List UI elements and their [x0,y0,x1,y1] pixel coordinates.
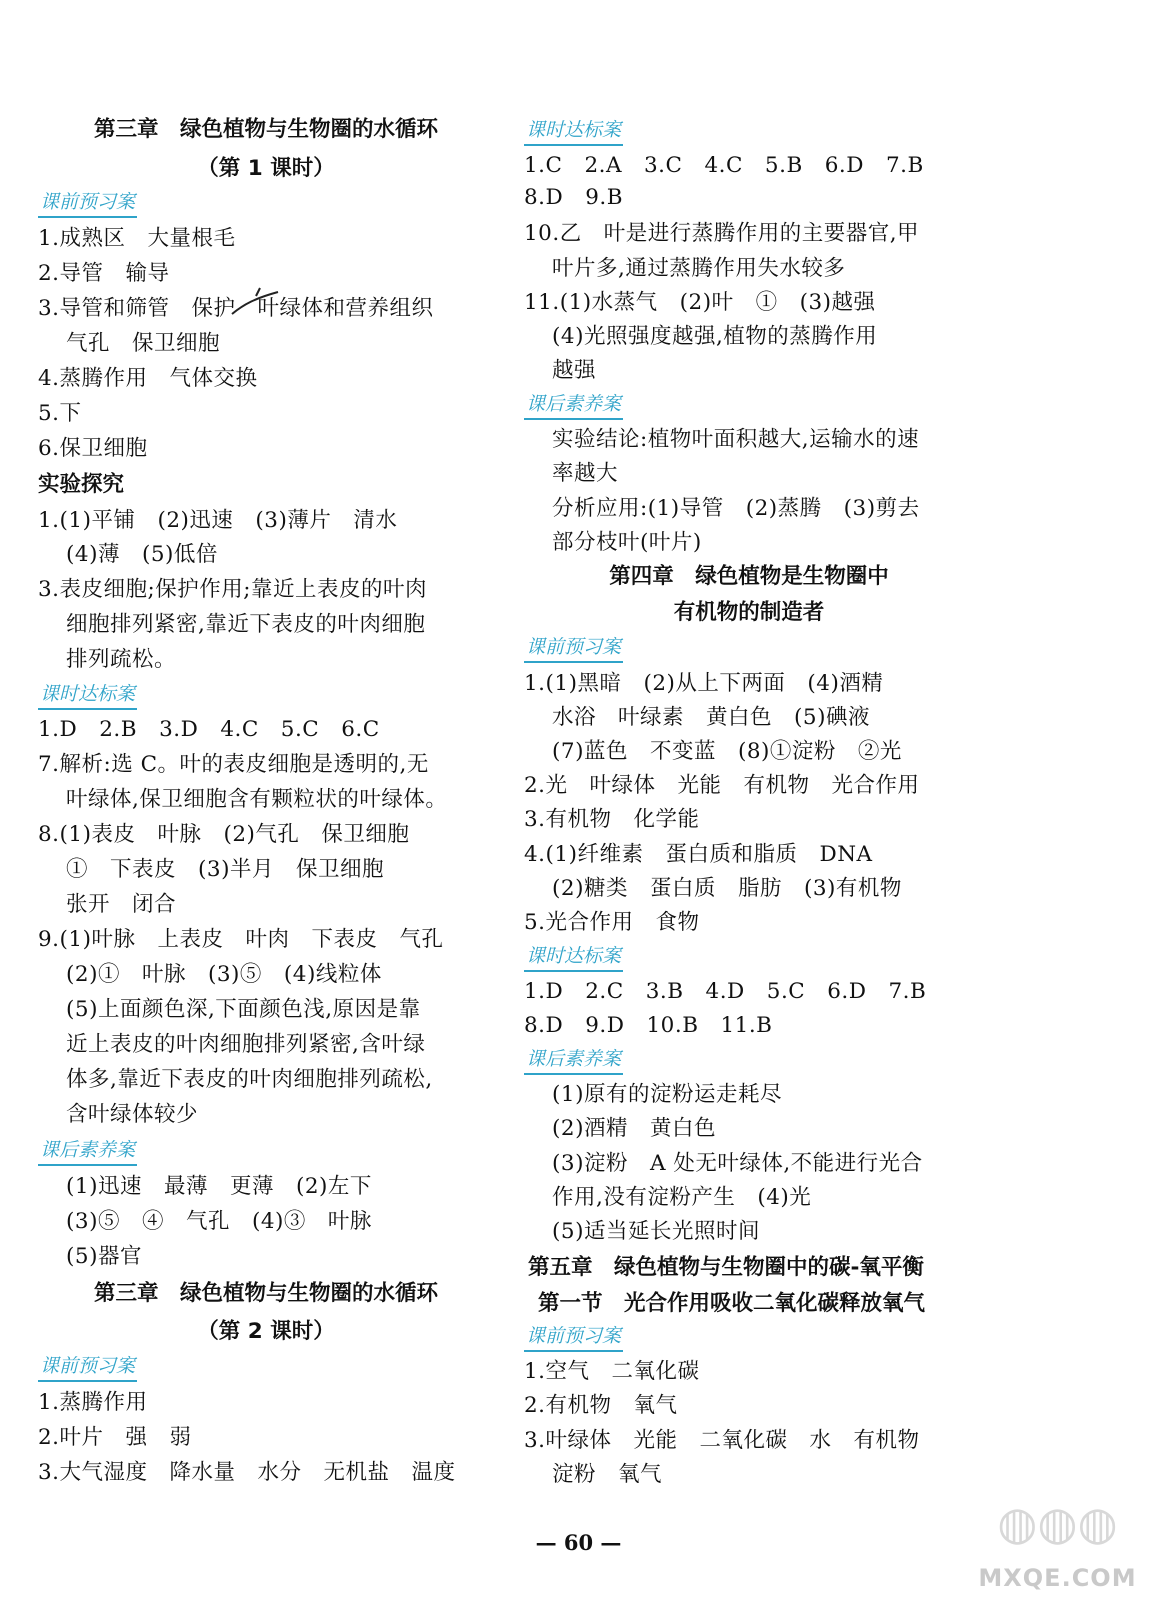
lesson2-title: （第 2 课时） [197,1319,335,1344]
watermark-logo-icon: ◍◍◍ [997,1496,1118,1550]
answer-line: 8.D 9.D 10.B 11.B [524,1013,773,1038]
answer-line: (2)糖类 蛋白质 脂肪 (3)有机物 [552,876,902,901]
answer-line: 8.D 9.B [524,185,624,210]
answer-line: 9.(1)叶脉 上表皮 叶肉 下表皮 气孔 [38,927,444,952]
answer-line: 3.表皮细胞;保护作用;靠近上表皮的叶肉 [38,577,428,602]
lesson1-title: （第 1 课时） [197,156,335,181]
answer-line: 3.导管和筛管 保护 叶绿体和营养组织 [38,296,434,321]
section1-title: 第一节 光合作用吸收二氧化碳释放氧气 [538,1291,926,1316]
answer-line: 细胞排列紧密,靠近下表皮的叶肉细胞 [66,612,426,637]
answer-line: 淀粉 氧气 [552,1462,663,1487]
section-tag-after: 课后素养案 [524,390,623,420]
section-tag-after: 课后素养案 [524,1045,623,1075]
site-watermark [960,1488,1155,1598]
answer-line: 1.D 2.B 3.D 4.C 5.C 6.C [38,717,380,742]
answer-line: (5)器官 [66,1244,142,1269]
answer-line: 3.叶绿体 光能 二氧化碳 水 有机物 [524,1428,920,1453]
answer-line: ① 下表皮 (3)半月 保卫细胞 [66,857,384,882]
answer-line: 近上表皮的叶肉细胞排列紧密,含叶绿 [66,1032,426,1057]
answer-line: 排列疏松。 [66,647,177,672]
answer-line: 1.空气 二氧化碳 [524,1359,700,1384]
answer-line: 1.(1)黑暗 (2)从上下两面 (4)酒精 [524,671,884,696]
answer-line: 4.蒸腾作用 气体交换 [38,366,258,391]
answer-line: 叶绿体,保卫细胞含有颗粒状的叶绿体。 [66,787,448,812]
page-number: — 60 — [535,1530,622,1555]
answer-line: 含叶绿体较少 [66,1102,199,1127]
section-tag-preview: 课前预习案 [524,633,623,663]
answer-line: 1.成熟区 大量根毛 [38,226,236,251]
answer-line: 部分枝叶(叶片) [552,530,702,555]
answer-line: 气孔 保卫细胞 [66,331,221,356]
answer-line: (2)① 叶脉 (3)⑤ (4)线粒体 [66,962,382,987]
answer-line: 体多,靠近下表皮的叶肉细胞排列疏松, [66,1067,433,1092]
answer-line: (1)原有的淀粉运走耗尽 [552,1082,782,1107]
watermark-text: MXQE.COM [978,1564,1137,1592]
answer-line: 5.光合作用 食物 [524,910,700,935]
answer-line: (1)迅速 最薄 更薄 (2)左下 [66,1174,372,1199]
section-tag-class: 课时达标案 [38,680,137,710]
section-tag-preview: 课前预习案 [524,1322,623,1352]
answer-line: 3.大气湿度 降水量 水分 无机盐 温度 [38,1460,456,1485]
answer-line: 实验结论:植物叶面积越大,运输水的速 [552,427,920,452]
answer-line: 2.有机物 氧气 [524,1393,678,1418]
pen-scribble-mark [226,286,286,326]
answer-line: (3)淀粉 A 处无叶绿体,不能进行光合 [552,1151,923,1176]
section-tag-after: 课后素养案 [38,1136,137,1166]
answer-line: 叶片多,通过蒸腾作用失水较多 [552,256,846,281]
answer-line: 水浴 叶绿素 黄白色 (5)碘液 [552,705,870,730]
answer-line: 11.(1)水蒸气 (2)叶 ① (3)越强 [524,290,876,315]
answer-line: 2.导管 输导 [38,261,170,286]
answer-line: 1.(1)平铺 (2)迅速 (3)薄片 清水 [38,508,398,533]
experiment-title: 实验探究 [38,472,125,497]
answer-line: 越强 [552,358,597,383]
answer-line: 7.解析:选 C。叶的表皮细胞是透明的,无 [38,752,429,777]
answer-line: 张开 闭合 [66,892,177,917]
answer-line: 5.下 [38,401,82,426]
chapter3-title: 第三章 绿色植物与生物圈的水循环 [93,117,438,142]
chapter4-title: 第四章 绿色植物是生物圈中 [609,564,889,589]
answer-line: 2.光 叶绿体 光能 有机物 光合作用 [524,773,920,798]
answer-line: 3.有机物 化学能 [524,807,700,832]
section-tag-preview: 课前预习案 [38,1352,137,1382]
answer-line: 2.叶片 强 弱 [38,1425,192,1450]
answer-line: (5)适当延长光照时间 [552,1219,760,1244]
answer-line: 1.C 2.A 3.C 4.C 5.B 6.D 7.B [524,153,924,178]
section-tag-preview: 课前预习案 [38,188,137,218]
section-tag-class: 课时达标案 [524,942,623,972]
answer-line: (5)上面颜色深,下面颜色浅,原因是靠 [66,997,421,1022]
answer-line: (7)蓝色 不变蓝 (8)①淀粉 ②光 [552,739,902,764]
answer-line: (3)⑤ ④ 气孔 (4)③ 叶脉 [66,1209,372,1234]
answer-line: 1.蒸腾作用 [38,1390,148,1415]
answer-line: 10.乙 叶是进行蒸腾作用的主要器官,甲 [524,221,920,246]
chapter5-title: 第五章 绿色植物与生物圈中的碳-氧平衡 [528,1255,924,1280]
answer-line: 分析应用:(1)导管 (2)蒸腾 (3)剪去 [552,496,920,521]
answer-line: 率越大 [552,461,619,486]
answer-line: 1.D 2.C 3.B 4.D 5.C 6.D 7.B [524,979,927,1004]
answer-line: 作用,没有淀粉产生 (4)光 [552,1185,812,1210]
chapter4-title-cont: 有机物的制造者 [673,600,825,625]
chapter3-title-2: 第三章 绿色植物与生物圈的水循环 [93,1281,438,1306]
answer-line: 8.(1)表皮 叶脉 (2)气孔 保卫细胞 [38,822,410,847]
section-tag-class: 课时达标案 [524,116,623,146]
answer-line: 6.保卫细胞 [38,436,148,461]
answer-line: (4)薄 (5)低倍 [66,542,218,567]
answer-line: (4)光照强度越强,植物的蒸腾作用 [552,324,878,349]
answer-line: 4.(1)纤维素 蛋白质和脂质 DNA [524,842,873,867]
answer-line: (2)酒精 黄白色 [552,1116,716,1141]
